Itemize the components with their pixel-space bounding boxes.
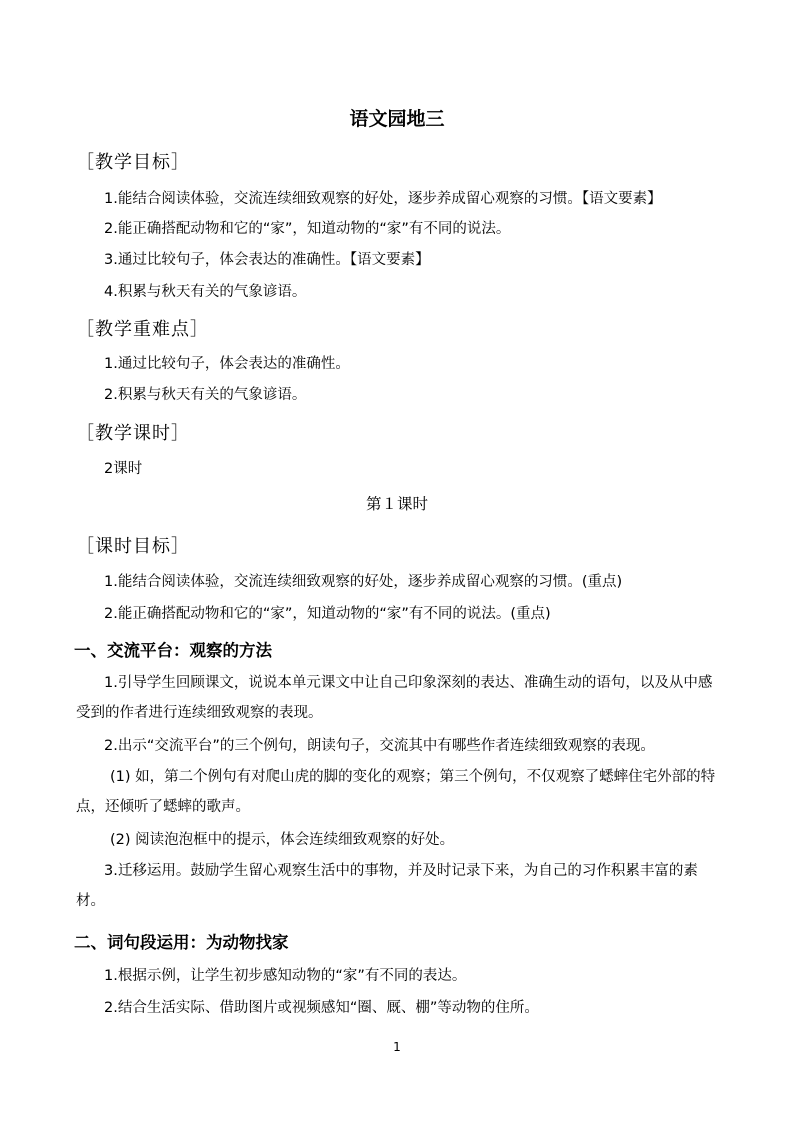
lesson-goal-1: 1.能结合阅读体验，交流连续细致观察的好处，逐步养成留心观察的习惯。(重点)	[104, 574, 623, 590]
goal-item-1: 1.能结合阅读体验，交流连续细致观察的好处，逐步养成留心观察的习惯。【语文要素】	[104, 191, 662, 207]
page-title: 语文园地三	[349, 108, 445, 130]
lesson-title: 第１课时	[365, 495, 428, 513]
section-key-points: ［教学重难点］	[76, 319, 209, 340]
goal-item-4: 4.积累与秋天有关的气象谚语。	[104, 284, 307, 300]
goal-item-2: 2.能正确搭配动物和它的“家”，知道动物的“家”有不同的说法。	[104, 221, 511, 237]
key-point-1: 1.通过比较句子，体会表达的准确性。	[104, 356, 350, 372]
section-lesson-goals: ［课时目标］	[76, 536, 190, 557]
section-teaching-goals: ［教学目标］	[76, 152, 190, 173]
key-point-2: 2.积累与秋天有关的气象谚语。	[104, 387, 307, 403]
part1-para-1: 1.引导学生回顾课文，说说本单元课文中让自己印象深刻的表达、准确生动的语句，以及从中感受到的作者进行连续细致观察的表现。	[76, 675, 713, 721]
part2-heading: 二、词句段运用：为动物找家	[74, 933, 289, 952]
goal-item-3: 3.通过比较句子，体会表达的准确性。【语文要素】	[104, 252, 430, 268]
lesson-goal-2: 2.能正确搭配动物和它的“家”，知道动物的“家”有不同的说法。(重点)	[104, 606, 551, 622]
section-teaching-hours: ［教学课时］	[76, 423, 190, 444]
part1-para-3: (1) 如，第二个例句有对爬山虎的脚的变化的观察；第三个例句，不仅观察了蟋蟀住宅外部的特点，还倾听了蟋蟀的歌声。	[76, 769, 716, 815]
part1-para-5: 3.迁移运用。鼓励学生留心观察生活中的事物，并及时记录下来，为自己的习作积累丰富的素材。	[76, 863, 698, 909]
part1-para-4: (2) 阅读泡泡框中的提示，体会连续细致观察的好处。	[110, 832, 455, 848]
part2-para-2: 2.结合生活实际、借助图片或视频感知“圈、厩、棚”等动物的住所。	[104, 1000, 539, 1016]
part1-para-2: 2.出示“交流平台”的三个例句，朗读句子，交流其中有哪些作者连续细致观察的表现。	[104, 738, 655, 754]
page-number: 1	[393, 1040, 401, 1054]
part2-para-1: 1.根据示例，让学生初步感知动物的“家”有不同的表达。	[104, 968, 467, 984]
teaching-hours-value: 2课时	[104, 461, 143, 477]
part1-heading: 一、交流平台：观察的方法	[74, 641, 272, 660]
